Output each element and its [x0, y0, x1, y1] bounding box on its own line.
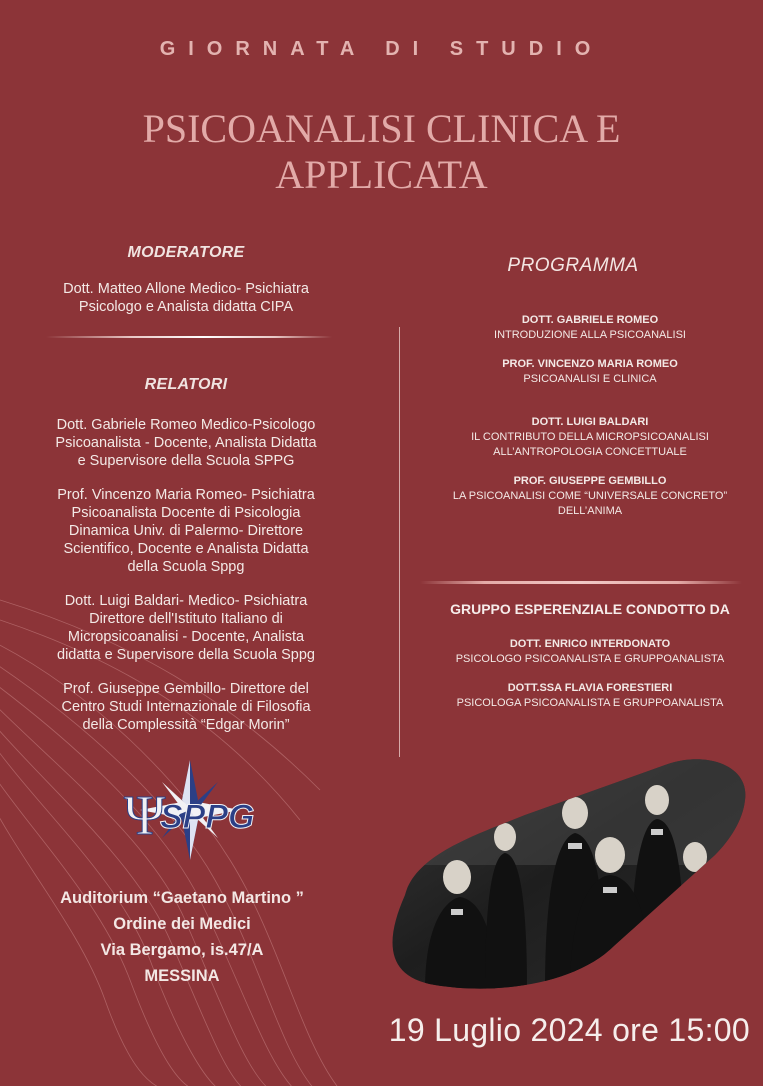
speaker-line: Micropsicoanalisi - Docente, Analista: [67, 629, 305, 645]
event-kicker: GIORNATA DI STUDIO: [159, 38, 604, 60]
sppg-logo: [110, 760, 290, 860]
speaker-2: [22, 486, 350, 576]
historic-group-photo: [365, 745, 750, 990]
talk-speaker: DOTT. LUIGI BALDARI: [531, 416, 649, 428]
group-leader-1: [420, 637, 760, 667]
gruppo-heading: GRUPPO ESPERENZIALE CONDOTTO DA: [450, 601, 730, 617]
moderatore-heading: MODERATORE: [127, 244, 245, 261]
talk-speaker: PROF. VINCENZO MARIA ROMEO: [502, 358, 678, 370]
event-title: [40, 106, 723, 198]
speaker-line: Dott. Gabriele Romeo Medico-Psicologo: [56, 417, 316, 433]
talk-1: [420, 313, 760, 343]
talk-speaker: DOTT. GABRIELE ROMEO: [521, 314, 659, 326]
talk-title: DELL’ANIMA: [557, 505, 623, 517]
speaker-line: Scientifico, Docente e Analista Didatta: [63, 541, 309, 557]
speaker-3: [22, 592, 350, 664]
moderatore-line-2: Psicologo e Analista didatta CIPA: [78, 299, 294, 315]
logo-text: SPPG: [160, 798, 255, 836]
talk-speaker: PROF. GIUSEPPE GEMBILLO: [513, 475, 667, 487]
relatori-heading: RELATORI: [144, 376, 228, 393]
gruppo-list: [420, 637, 760, 725]
left-separator: [46, 336, 332, 338]
column-divider: [399, 327, 400, 757]
venue-line-1: Auditorium “Gaetano Martino ”: [60, 889, 304, 907]
speaker-list: [22, 416, 350, 750]
psi-symbol: Ψ: [124, 785, 166, 847]
talk-title: PSICOANALISI E CLINICA: [523, 373, 657, 385]
speaker-line: didatta e Supervisore della Scuola Sppg: [57, 647, 315, 663]
leader-role: PSICOLOGA PSICOANALISTA E GRUPPOANALISTA: [456, 697, 724, 709]
venue: [22, 885, 342, 989]
speaker-line: Dinamica Univ. di Palermo- Direttore: [68, 523, 304, 539]
moderatore-line-1: Dott. Matteo Allone Medico- Psichiatra: [63, 281, 309, 297]
talk-3: [420, 415, 760, 460]
leader-name: DOTT.SSA FLAVIA FORESTIERI: [507, 682, 673, 694]
right-separator: [420, 581, 742, 584]
venue-line-2: Ordine dei Medici: [113, 915, 251, 933]
speaker-line: Psicoanalista Docente di Psicologia: [71, 505, 301, 521]
leader-role: PSICOLOGO PSICOANALISTA E GRUPPOANALISTA: [455, 653, 725, 665]
talk-4: [420, 474, 760, 519]
speaker-line: Prof. Vincenzo Maria Romeo- Psichiatra: [57, 487, 315, 503]
talk-title: LA PSICOANALISI COME “UNIVERSALE CONCRETO”: [452, 490, 728, 502]
speaker-4: [22, 680, 350, 734]
talk-title: IL CONTRIBUTO DELLA MICROPSICOANALISI: [471, 431, 709, 443]
speaker-line: Centro Studi Internazionale di Filosofia: [61, 699, 311, 715]
event-title-line-2: APPLICATA: [275, 152, 488, 197]
talk-2: [420, 357, 760, 387]
talk-title: INTRODUZIONE ALLA PSICOANALISI: [494, 329, 686, 341]
speaker-line: Psicoanalista - Docente, Analista Didatta: [55, 435, 317, 451]
speaker-line: Prof. Giuseppe Gembillo- Direttore del: [63, 681, 309, 697]
speaker-1: [22, 416, 350, 470]
venue-line-4: MESSINA: [144, 967, 220, 985]
speaker-line: e Supervisore della Scuola SPPG: [77, 453, 295, 469]
speaker-line: della Complessità “Edgar Morin”: [82, 717, 290, 733]
speaker-line: Dott. Luigi Baldari- Medico- Psichiatra: [64, 593, 308, 609]
programma-list: [420, 313, 760, 533]
leader-name: DOTT. ENRICO INTERDONATO: [509, 638, 671, 650]
venue-line-3: Via Bergamo, is.47/A: [100, 941, 264, 959]
speaker-line: Direttore dell'Istituto Italiano di: [89, 611, 283, 627]
moderatore-text: [22, 280, 350, 316]
programma-heading: PROGRAMMA: [507, 255, 639, 276]
talk-title: ALL’ANTROPOLOGIA CONCETTUALE: [493, 446, 687, 458]
speaker-line: della Scuola Sppg: [127, 559, 245, 575]
event-date: 19 Luglio 2024 ore 15:00: [388, 1012, 750, 1048]
group-leader-2: [420, 681, 760, 711]
event-title-line-1: PSICOANALISI CLINICA E: [142, 106, 621, 151]
